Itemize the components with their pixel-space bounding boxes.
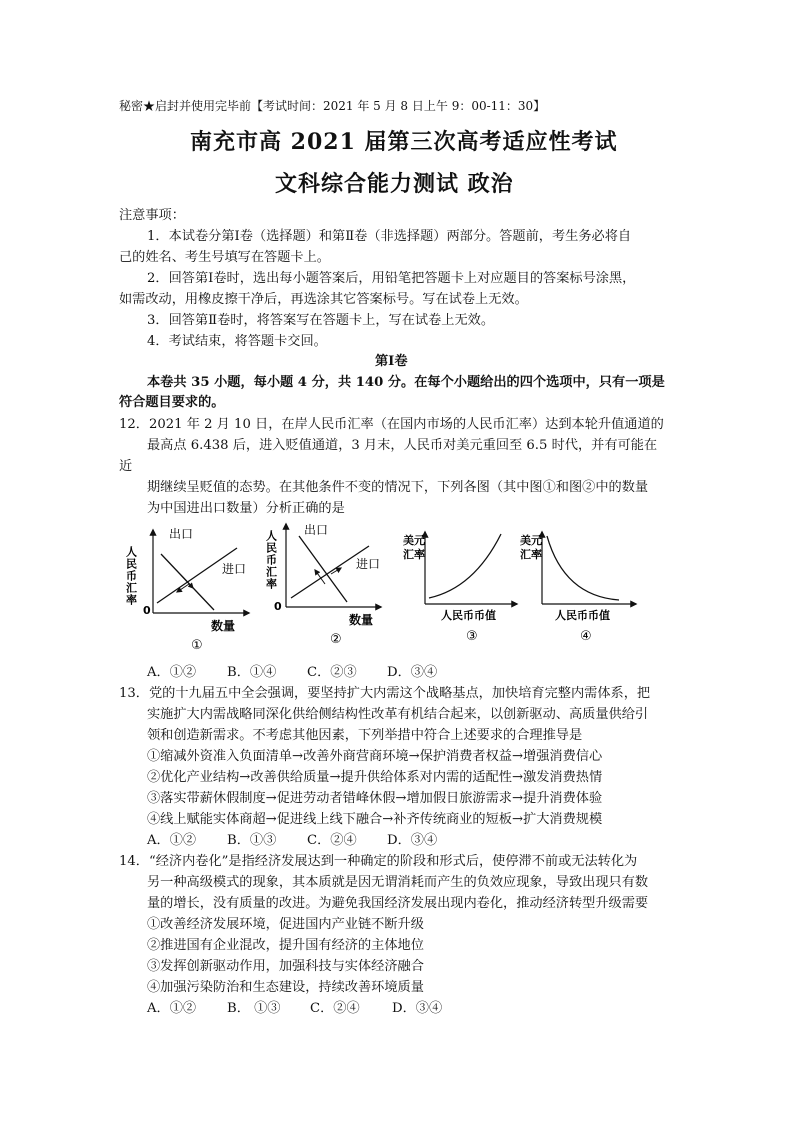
notice-line: 3．回答第Ⅱ卷时，将答案写在答题卡上，写在试卷上无效。 bbox=[147, 313, 495, 328]
notice-heading: 注意事项： bbox=[119, 208, 185, 223]
part1-intro: 本卷共 35 小题，每小题 4 分，共 140 分。在每个小题给出的四个选项中，只有一项是 bbox=[147, 375, 665, 390]
graph-4-y-label-1: 美元 bbox=[520, 534, 542, 547]
q12-option-c[interactable]: C．②③ bbox=[307, 665, 357, 680]
q14-choice: ④加强污染防治和生态建设，持续改善环境质量 bbox=[147, 980, 424, 995]
q12-stem: 为中国进出口数量）分析正确的是 bbox=[147, 501, 345, 516]
graph-3 bbox=[403, 532, 517, 644]
q13-choice: ④线上赋能实体商超→促进线上线下融合→补齐传统商业的短板→扩大消费规模 bbox=[147, 812, 603, 827]
graph-2-export-label: 出口 bbox=[304, 523, 329, 537]
q12-option-d[interactable]: D．③④ bbox=[387, 665, 438, 680]
q14-choice: ②推进国有企业混改，提升国有经济的主体地位 bbox=[147, 938, 424, 953]
graph-3-id: ③ bbox=[466, 629, 478, 644]
q12-stem: 近 bbox=[119, 459, 133, 474]
q13-option-c[interactable]: C．②④ bbox=[307, 833, 357, 848]
q12-graphs bbox=[119, 518, 659, 654]
q14-option-b[interactable]: B． ①③ bbox=[227, 1001, 281, 1016]
part1-heading: 第Ⅰ卷 bbox=[375, 354, 408, 369]
q14-option-d[interactable]: D．③④ bbox=[392, 1001, 443, 1016]
q13-option-a[interactable]: A．①② bbox=[147, 833, 197, 848]
graph-2-import-label: 进口 bbox=[356, 557, 381, 571]
q14-stem: 14．“经济内卷化”是指经济发展达到一种确定的阶段和形式后，使停滞不前或无法转化为 bbox=[119, 854, 638, 869]
graph-1-y-label: 人民币汇率 bbox=[124, 546, 138, 606]
q13-choice: ①缩减外资准入负面清单→改善外商营商环境→保护消费者权益→增强消费信心 bbox=[147, 749, 603, 764]
graph-1-origin: 0 bbox=[143, 604, 151, 617]
graph-4-curve bbox=[547, 536, 619, 600]
notice-line: 2．回答第Ⅰ卷时，选出每小题答案后，用铅笔把答题卡上对应题目的答案标号涂黑， bbox=[147, 271, 636, 286]
graph-3-curve bbox=[429, 534, 501, 598]
q14-stem: 另一种高级模式的现象，其本质就是因无谓消耗而产生的负效应现象，导致出现只有数 bbox=[147, 875, 649, 890]
graph-3-y-label-2: 汇率 bbox=[403, 548, 425, 561]
exam-title: 南充市高 2021 届第三次高考适应性考试 bbox=[190, 129, 618, 155]
graph-2 bbox=[265, 522, 382, 647]
exam-subtitle: 文科综合能力测试 政治 bbox=[275, 171, 514, 197]
q13-choice: ③落实带薪休假制度→促进劳动者错峰休假→增加假日旅游需求→提升消费体验 bbox=[147, 791, 603, 806]
q12-stem: 最高点 6.438 后，进入贬值通道，3 月末，人民币对美元重回至 6.5 时代，并有可能在 bbox=[147, 438, 658, 453]
graph-1-x-label: 数量 bbox=[211, 619, 236, 633]
notice-line: 1．本试卷分第Ⅰ卷（选择题）和第Ⅱ卷（非选择题）两部分。答题前，考生务必将自 bbox=[147, 229, 632, 244]
graph-1-import-label: 进口 bbox=[222, 562, 247, 576]
graph-2-origin: 0 bbox=[274, 600, 282, 613]
graph-2-y-label: 人民币汇率 bbox=[264, 530, 278, 590]
graph-4-x-label: 人民币币值 bbox=[555, 609, 610, 622]
graph-4-id: ④ bbox=[580, 629, 592, 644]
q12-stem: 期继续呈贬值的态势。在其他条件不变的情况下，下列各图（其中图①和图②中的数量 bbox=[147, 480, 649, 495]
graph-1-export-label: 出口 bbox=[169, 527, 194, 541]
q13-option-d[interactable]: D．③④ bbox=[387, 833, 438, 848]
part1-intro: 符合题目要求的。 bbox=[119, 395, 225, 410]
graph-4 bbox=[520, 532, 636, 644]
q13-choice: ②优化产业结构→改善供给质量→提升供给体系对内需的适配性→激发消费热情 bbox=[147, 770, 603, 785]
q13-stem: 13．党的十九届五中全会强调，要坚持扩大内需这个战略基点，加快培育完整内需体系，把 bbox=[119, 686, 651, 701]
q14-option-a[interactable]: A．①② bbox=[147, 1001, 197, 1016]
graph-4-y-label-2: 汇率 bbox=[520, 548, 542, 561]
q14-option-c[interactable]: C．②④ bbox=[310, 1001, 360, 1016]
notice-line: 己的姓名、考生号填写在答题卡上。 bbox=[119, 250, 330, 265]
graph-3-x-label: 人民币币值 bbox=[441, 609, 496, 622]
notice-line: 4．考试结束，将答题卡交回。 bbox=[147, 334, 327, 349]
notice-line: 如需改动，用橡皮擦干净后，再选涂其它答案标号。写在试卷上无效。 bbox=[119, 292, 528, 307]
q14-choice: ③发挥创新驱动作用，加强科技与实体经济融合 bbox=[147, 959, 424, 974]
graph-1 bbox=[125, 526, 250, 653]
q12-stem: 12．2021 年 2 月 10 日，在岸人民币汇率（在国内市场的人民币汇率）达到本轮升值通道的 bbox=[119, 417, 664, 432]
confidential-exam-time: 秘密★启封并使用完毕前【考试时间：2021 年 5 月 8 日上午 9：00-11：30】 bbox=[119, 99, 546, 113]
graph-1-id: ① bbox=[191, 638, 203, 653]
graph-3-y-label-1: 美元 bbox=[403, 534, 425, 547]
q14-stem: 量的增长，没有质量的改进。为避免我国经济发展出现内卷化，推动经济转型升级需要 bbox=[147, 896, 649, 911]
q12-option-a[interactable]: A．①② bbox=[147, 665, 197, 680]
graph-2-id: ② bbox=[330, 632, 342, 647]
q14-choice: ①改善经济发展环境，促进国内产业链不断升级 bbox=[147, 917, 424, 932]
q13-stem: 实施扩大内需战略同深化供给侧结构性改革有机结合起来，以创新驱动、高质量供给引 bbox=[147, 707, 649, 722]
q13-stem: 领和创造新需求。不考虑其他因素，下列举措中符合上述要求的合理推导是 bbox=[147, 728, 583, 743]
graph-2-x-label: 数量 bbox=[349, 613, 374, 627]
q13-option-b[interactable]: B．①③ bbox=[227, 833, 277, 848]
q12-option-b[interactable]: B．①④ bbox=[227, 665, 277, 680]
